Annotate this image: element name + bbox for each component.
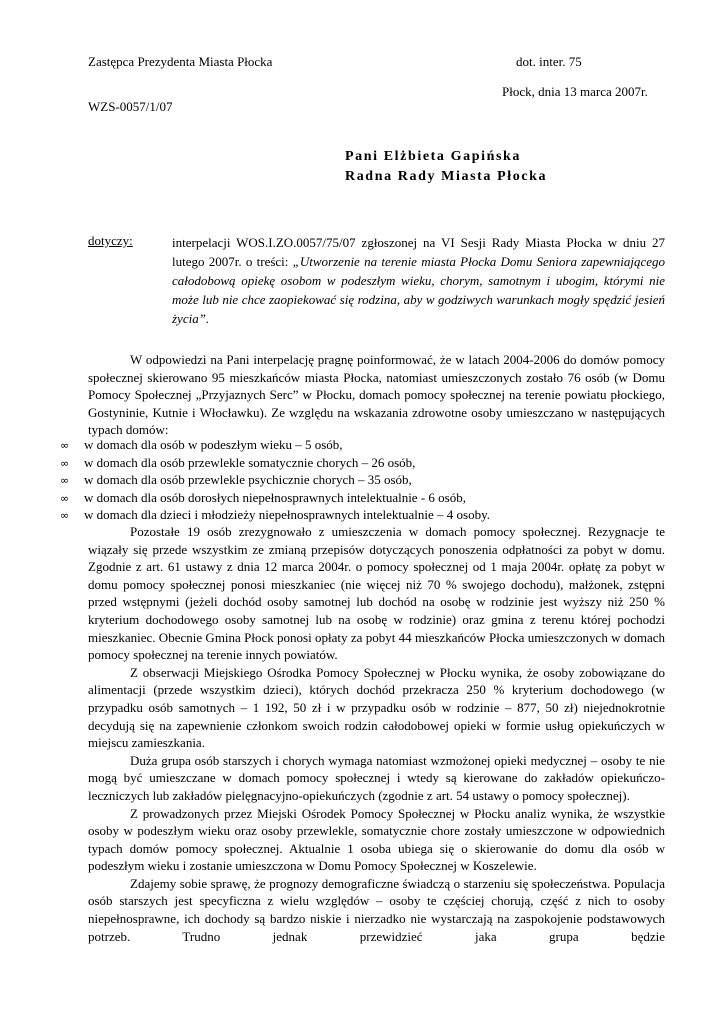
list-item-text: w domach dla osób w podeszłym wieku – 5 osób, <box>84 437 343 452</box>
subject-text <box>172 233 665 328</box>
list-item <box>60 454 665 472</box>
addressee-name: Pani Elżbieta Gapińska <box>345 149 522 164</box>
paragraph-demographics: Zdajemy sobie sprawę, że prognozy demograficzne świadczą o starzeniu się społeczeństwa. Populacja osób starszych jest specyficzna z wielu względów – osoby te częściej chorują, część z nich to osoby niepełnosprawne, ich dochody są bardzo niskie i nierzadko nie wystarczają na zaspokojenie podstawowych potrzeb. Trudno jednak przewidzieć jaka grupa będzie <box>88 875 665 944</box>
list-item <box>60 489 665 507</box>
subject-quote: „Utworzenie na terenie miasta Płocka Domu Seniora zapewniającego całodobową opiekę osobom w podeszłym wieku, chorym, samotnym i ubogim, którymi nie może lub nie chce zaopiekować się rodzina, aby w godziwych warunkach mogły spędzić jesień życia”. <box>172 254 665 326</box>
paragraph-observations: Z obserwacji Miejskiego Ośrodka Pomocy Społecznej w Płocku wynika, że osoby zobowiązane do alimentacji (przede wszystkim dzieci), których dochód przekracza 250 % kryterium dochodowego (w przypadku osób samotnych – 1 192, 50 zł i w przypadku osób w rodzinie – 877, 50 zł) niejednokrotnie decydują się na zapewnienie członkom swoich rodzin całodobowej opieki w formie usług opiekuńczych w miejscu zamieszkania. <box>88 664 665 751</box>
place-date: Płock, dnia 13 marca 2007r. <box>502 84 648 99</box>
intro-paragraph <box>88 351 665 439</box>
paragraph-medical-care: Duża grupa osób starszych i chorych wymaga natomiast wzmożonej opieki medycznej – osoby te nie mogą być umieszczane w domach pomocy społecznej i wtedy są kierowane do zakładów opiekuńczo-leczniczych lub zakładów pielęgnacyjno-opiekuńczych (zgodnie z art. 54 ustawy o pomocy społecznej). <box>88 752 665 803</box>
case-number: WZS-0057/1/07 <box>88 99 173 114</box>
addressee-title: Radna Rady Miasta Płocka <box>345 169 548 184</box>
list-item-text: w domach dla dzieci i młodzieży niepełnosprawnych intelektualnie – 4 osoby. <box>84 507 491 523</box>
subject-plain: interpelacji WOS.I.ZO.0057/75/07 zgłoszonej na VI Sesji Rady Miasta Płocka w dniu 27 lutego 2007r. o treści: <box>172 235 665 269</box>
facility-type-list <box>60 436 665 524</box>
paragraph-analysis: Z prowadzonych przez Miejski Ośrodek Pomocy Społecznej w Płocku analiz wynika, że wszystkie osoby w podeszłym wieku oraz osoby przewlekle, somatycznie chore zostały umieszczone w odpowiednich typach domów pomocy społecznej. Aktualnie 1 osoba ubiega się o skierowanie do domu dla osób w podeszłym wieku i zostanie umieszczona w Domu Pomocy Społecznej w Koszelewie. <box>88 805 665 874</box>
list-item <box>60 506 665 524</box>
list-item-text: w domach dla osób dorosłych niepełnosprawnych intelektualnie - 6 osób, <box>84 489 466 505</box>
list-item-text: w domach dla osób przewlekle somatycznie chorych – 26 osób, <box>84 454 416 470</box>
infinity-bullet-icon: ∞ <box>60 439 70 452</box>
list-item <box>60 471 665 489</box>
reference-number: dot. inter. 75 <box>516 54 582 69</box>
paragraph-resignations: Pozostałe 19 osób zrezygnowało z umieszczenia w domach pomocy społecznej. Rezygnacje te wiązały się przede wszystkim ze zmianą przepisów dotyczących ponoszenia odpłatności za pobyt w domu. Zgodnie z art. 61 ustawy z dnia 12 marca 2004r. o pomocy społecznej od 1 maja 2004r. opłatę za pobyt w domu pomocy społecznej ponosi mieszkaniec (nie więcej niż 70 % swojego dochodu), małżonek, zstępni przed wstępnymi (jeżeli dochód osoby samotnej lub dochód na osobę w rodzinie jest wyższy niż 250 % kryterium dochodowego osoby samotnej lub na osobę w rodzinie) oraz gmina z terenu której pochodzi mieszkaniec. Obecnie Gmina Płock ponosi opłaty za pobyt 44 mieszkańców Płocka umieszczonych w domach pomocy społecznej na terenie innych powiatów. <box>88 524 665 663</box>
list-item <box>60 436 665 454</box>
infinity-bullet-icon: ∞ <box>60 474 70 488</box>
infinity-bullet-icon: ∞ <box>60 509 70 523</box>
subject-label: dotyczy: <box>88 233 133 248</box>
infinity-bullet-icon: ∞ <box>60 491 70 505</box>
body-paragraphs <box>88 523 665 945</box>
list-item-text: w domach dla osób przewlekle psychicznie chorych – 35 osób, <box>84 472 412 488</box>
infinity-bullet-icon: ∞ <box>60 456 70 470</box>
sender-line: Zastępca Prezydenta Miasta Płocka <box>88 54 273 69</box>
intro-text: W odpowiedzi na Pani interpelację pragnę poinformować, że w latach 2004-2006 do domów pomocy społecznej skierowano 95 mieszkańców miasta Płocka, natomiast umieszczonych zostało 76 osób (w Domu Pomocy Społecznej „Przyjaznych Serc” w Płocku, domach pomocy społecznej na terenie powiatu płockiego, Gostyninie, Kutnie i Włocławku). Ze względu na wskazania zdrowotne osoby umieszczano w następujących typach domów: <box>88 352 665 438</box>
